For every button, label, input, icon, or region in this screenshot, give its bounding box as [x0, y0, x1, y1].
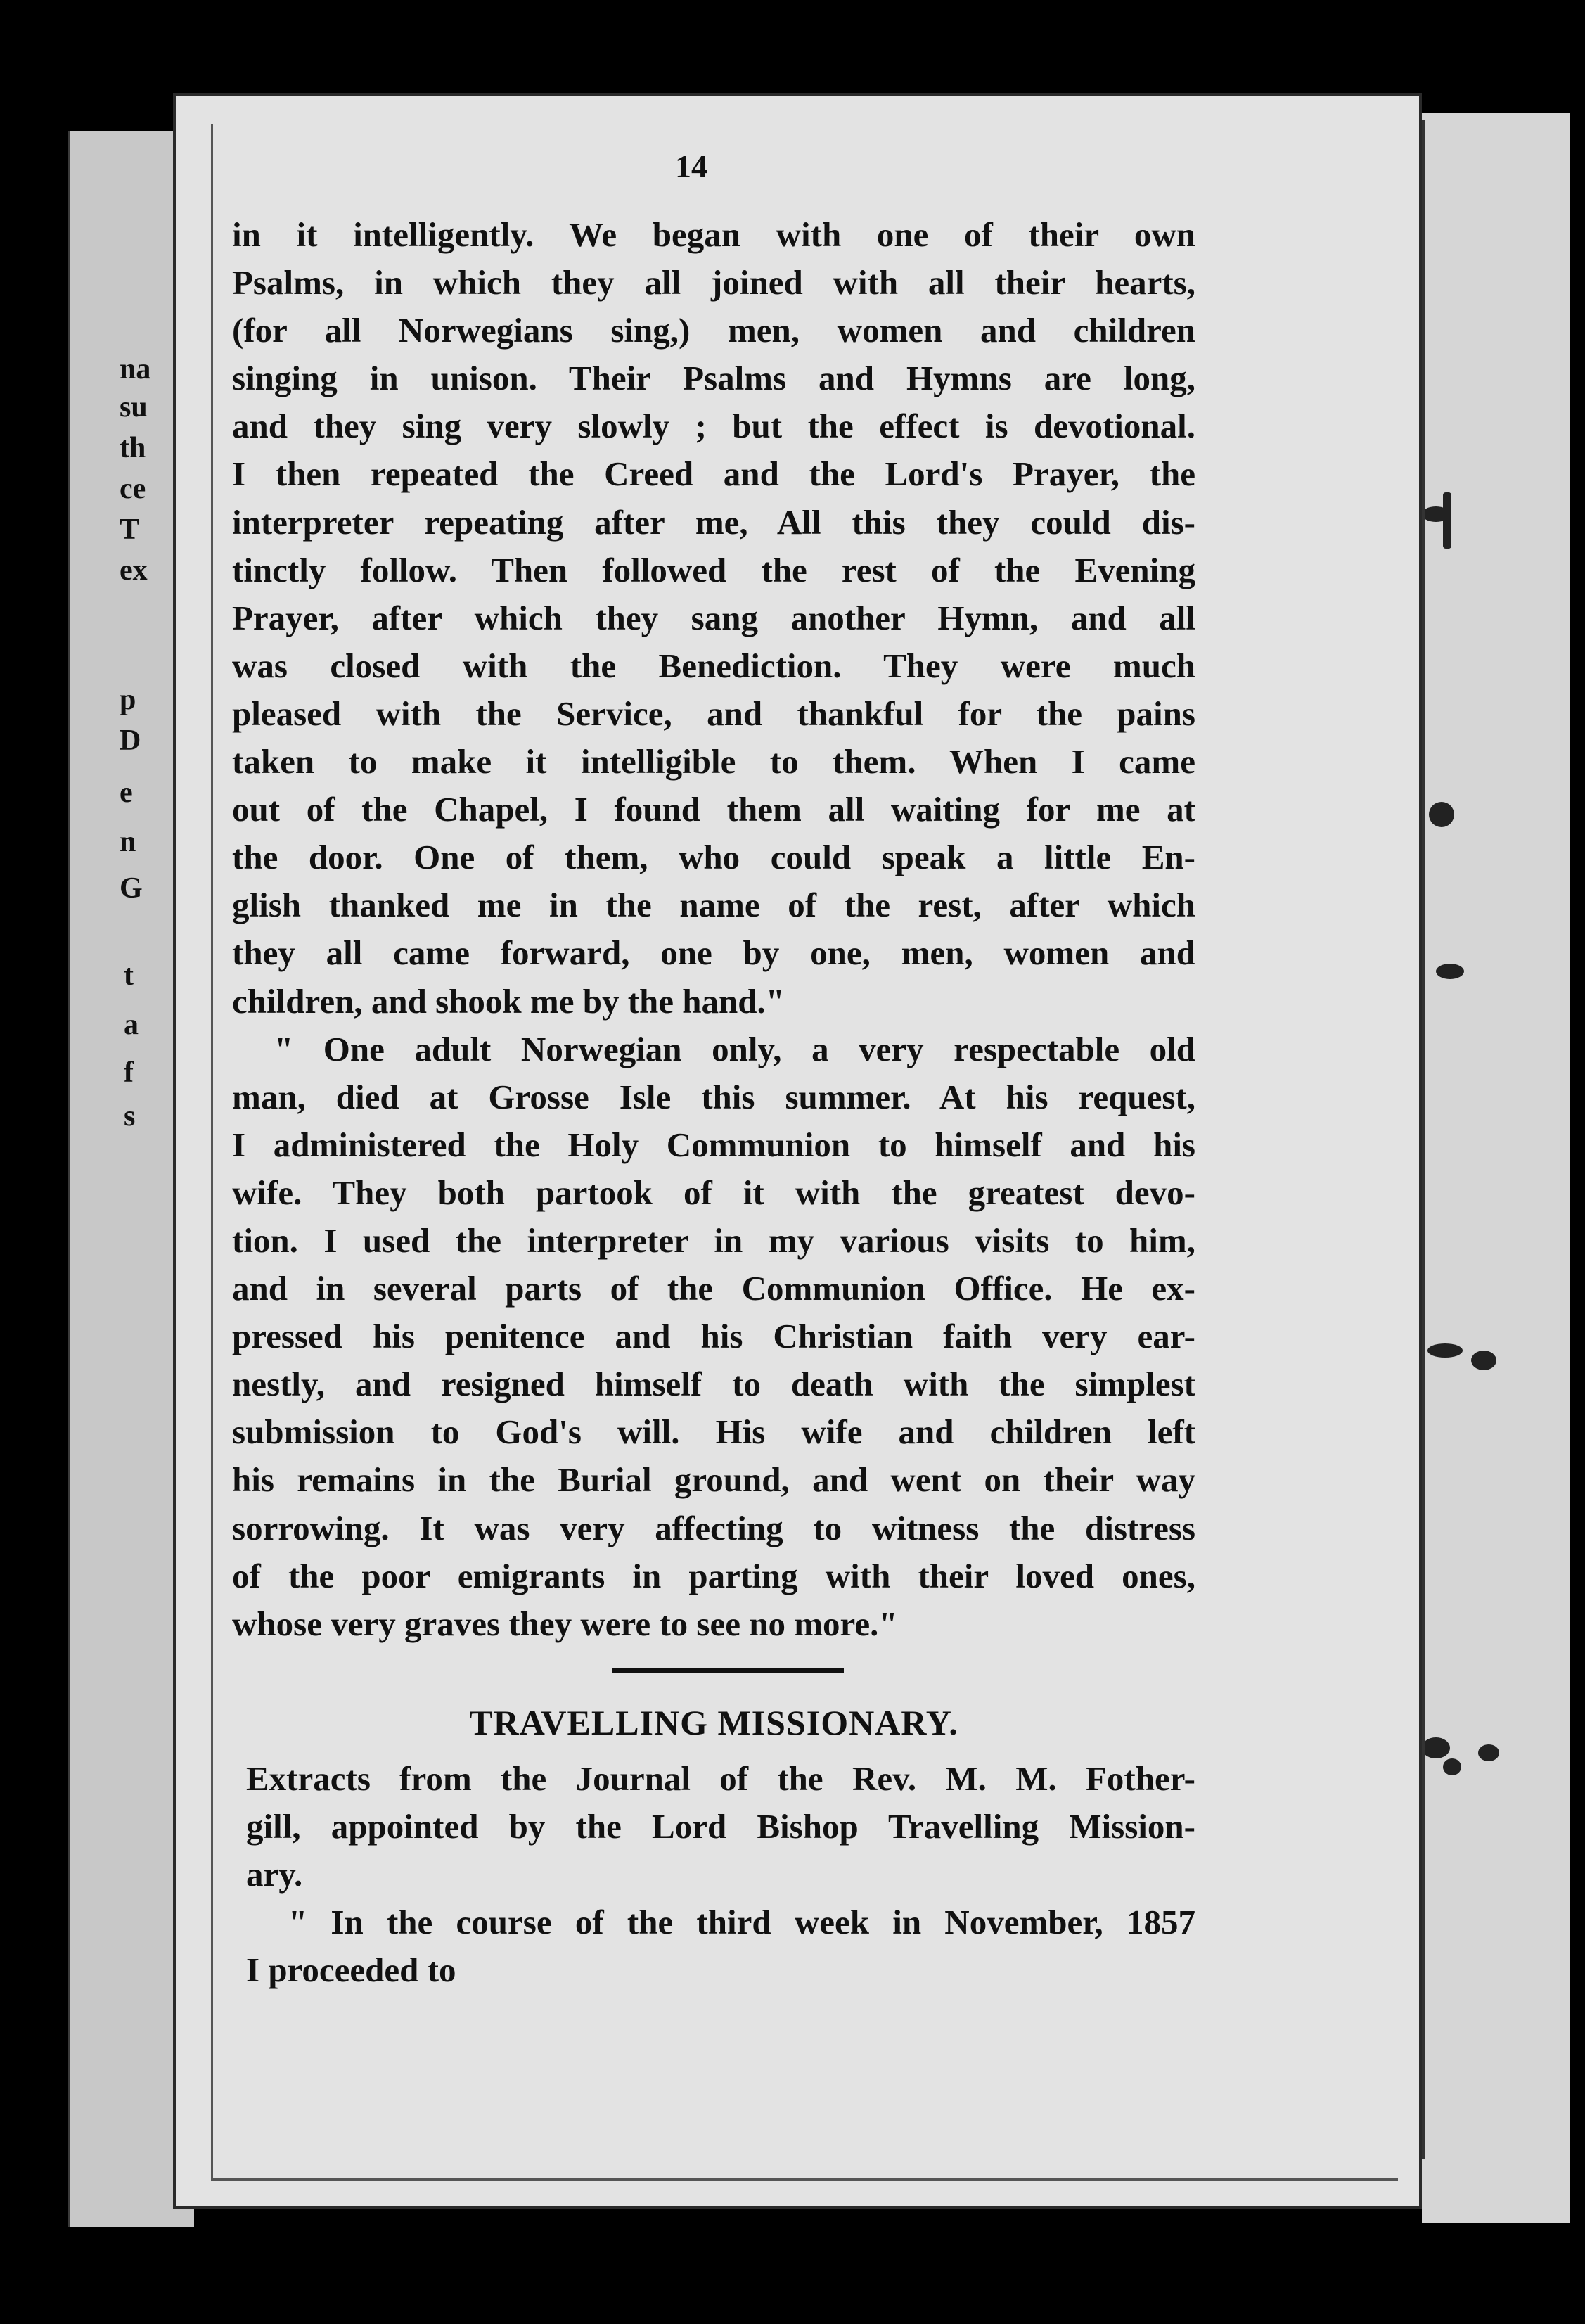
text-line: pressed his penitence and his Christian faith very ear- — [232, 1317, 1195, 1356]
facing-page-fragment: D — [120, 724, 141, 757]
text-line: submission to God's will. His wife and children left — [232, 1412, 1195, 1452]
facing-page-fragment: T — [120, 513, 140, 546]
text-line: glish thanked me in the name of the rest, after which — [232, 886, 1195, 925]
page-gutter-line — [1422, 120, 1425, 2159]
body-text — [232, 211, 1195, 1648]
text-line: gill, appointed by the Lord Bishop Travelling Mission- — [246, 1807, 1195, 1846]
facing-page-fragment: na — [120, 353, 151, 385]
text-line: ary. — [246, 1855, 303, 1894]
facing-page-fragment: f — [124, 1056, 134, 1089]
text-line: out of the Chapel, I found them all waiting for me at — [232, 790, 1195, 829]
text-line: in it intelligently. We began with one of their own — [232, 215, 1195, 254]
section-divider — [612, 1668, 844, 1673]
text-line: pleased with the Service, and thankful for the pains — [232, 694, 1195, 733]
text-line: singing in unison. Their Psalms and Hymns are long, — [232, 359, 1195, 398]
page-number: 14 — [675, 148, 707, 184]
text-line: whose very graves they were to see no more." — [232, 1604, 898, 1643]
text-line: of the poor emigrants in parting with their loved ones, — [232, 1556, 1195, 1595]
facing-page-fragment: s — [124, 1100, 136, 1132]
facing-page-fragment: t — [124, 959, 134, 992]
text-line: and in several parts of the Communion Office. He ex- — [232, 1269, 1195, 1308]
text-line: man, died at Grosse Isle this summer. At his request, — [232, 1077, 1195, 1116]
text-line: interpreter repeating after me, All this they could dis- — [232, 502, 1195, 542]
text-line: " One adult Norwegian only, a very respectable old — [274, 1029, 1195, 1068]
text-line: I administered the Holy Communion to himself and his — [232, 1125, 1195, 1164]
facing-page-fragment: n — [120, 826, 136, 858]
text-line: Prayer, after which they sang another Hymn, and all — [232, 598, 1195, 637]
facing-page-fragment: ce — [120, 473, 146, 505]
next-page-edge — [1422, 113, 1570, 2223]
text-line: children, and shook me by the hand." — [232, 981, 785, 1021]
section-text — [246, 1755, 1195, 1994]
text-line: I proceeded to — [246, 1950, 456, 1990]
text-line: the door. One of them, who could speak a little En- — [232, 838, 1195, 877]
facing-page-fragment: p — [120, 684, 136, 716]
text-line: Psalms, in which they all joined with all their hearts, — [232, 263, 1195, 302]
facing-page-fragment: e — [120, 777, 133, 809]
text-line: (for all Norwegians sing,) men, women and children — [232, 311, 1195, 350]
text-line: they all came forward, one by one, men, women and — [232, 933, 1195, 973]
text-line: was closed with the Benediction. They were much — [232, 646, 1195, 685]
text-line: sorrowing. It was very affecting to witness the distress — [232, 1508, 1195, 1547]
text-line: nestly, and resigned himself to death with the simplest — [232, 1365, 1195, 1404]
text-line: and they sing very slowly ; but the effect is devotional. — [232, 407, 1195, 446]
facing-page-fragment: ex — [120, 554, 148, 587]
text-line: tion. I used the interpreter in my various visits to him, — [232, 1220, 1195, 1260]
text-line: his remains in the Burial ground, and went on their way — [232, 1460, 1195, 1500]
text-line: Extracts from the Journal of the Rev. M. M. Fother- — [246, 1759, 1195, 1798]
facing-page-fragment: G — [120, 872, 143, 905]
facing-page-fragment: th — [120, 432, 146, 464]
text-line: I then repeated the Creed and the Lord's Prayer, the — [232, 454, 1195, 494]
section-heading: TRAVELLING MISSIONARY. — [469, 1703, 958, 1742]
facing-page-fragment: a — [124, 1009, 139, 1041]
text-line: " In the course of the third week in November, 1857 — [288, 1903, 1195, 1942]
text-line: wife. They both partook of it with the greatest devo- — [232, 1173, 1195, 1212]
text-line: taken to make it intelligible to them. When I came — [232, 742, 1195, 781]
text-line: tinctly follow. Then followed the rest of the Evening — [232, 550, 1195, 589]
facing-page-fragment: su — [120, 391, 148, 423]
